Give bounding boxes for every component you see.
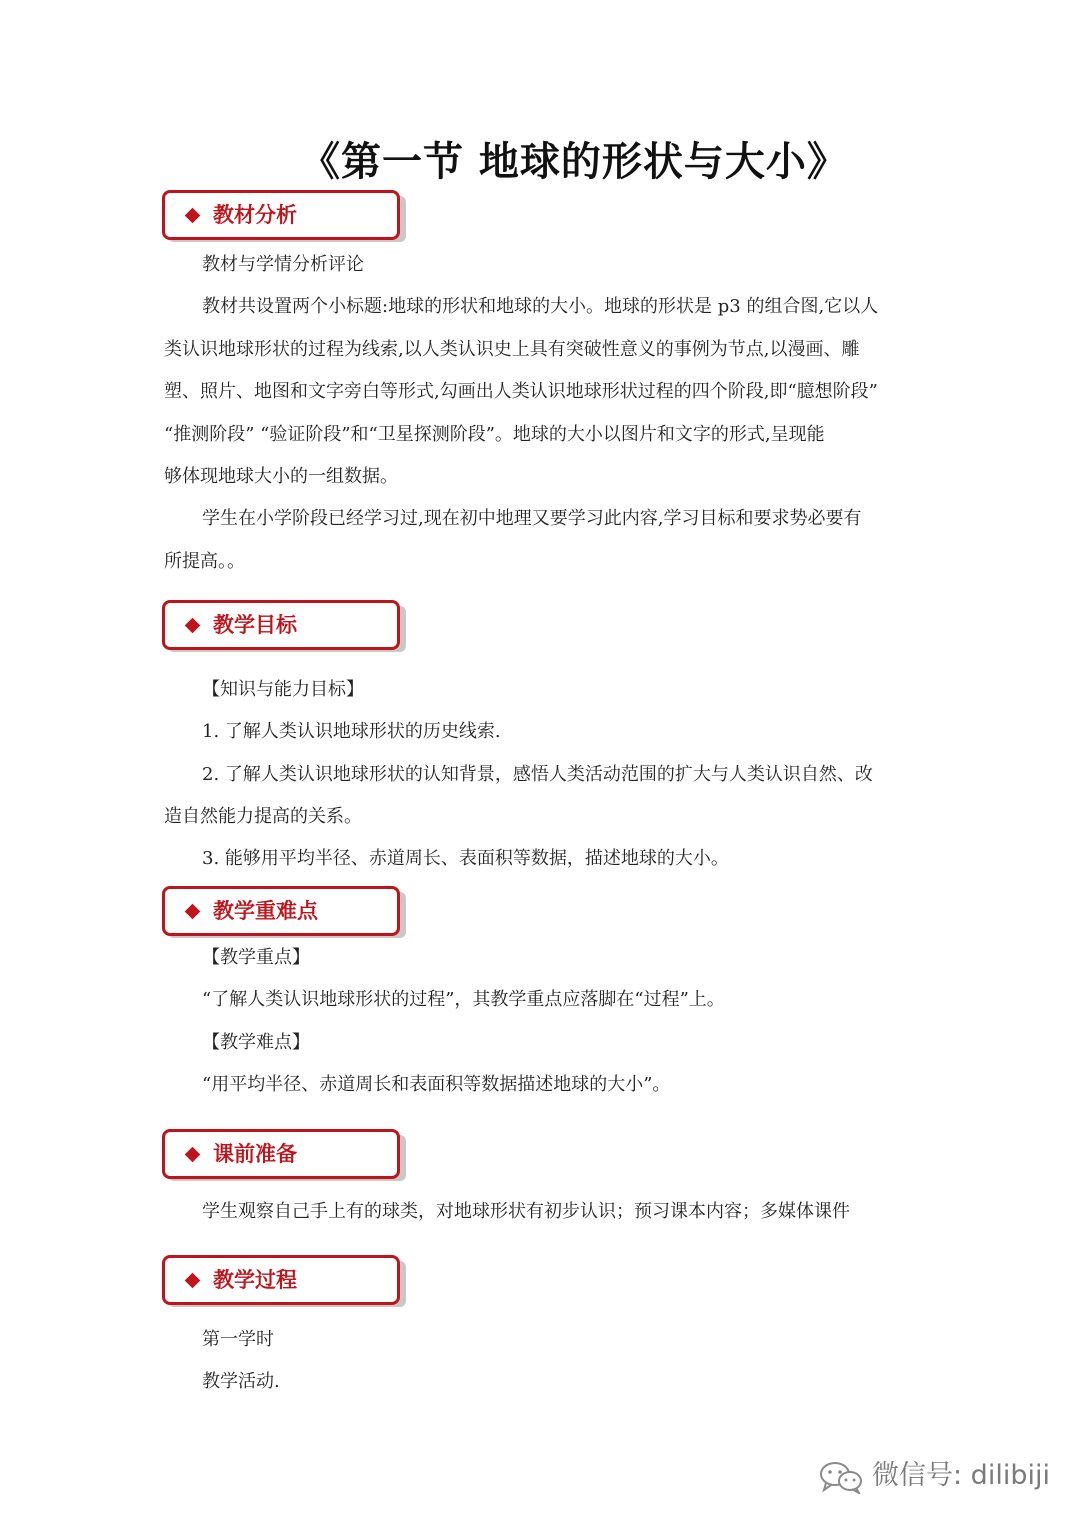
header-box: [162, 190, 400, 240]
header-box: [162, 1255, 400, 1305]
paragraph-line: 塑、照片、地图和文字旁白等形式,勾画出人类认识地球形状过程的四个阶段,即“臆想阶段”: [164, 381, 878, 402]
process-line-1: 第一学时: [202, 1329, 274, 1350]
section-title: 教学过程: [213, 1268, 297, 1292]
goal-item-1: 1. 了解人类认识地球形状的历史线索.: [202, 721, 501, 742]
section-title: 教材分析: [213, 203, 297, 227]
header-box: [162, 1129, 400, 1179]
diamond-bullet-icon: [185, 618, 201, 634]
diamond-bullet-icon: [185, 1147, 201, 1163]
process-line-2: 教学活动.: [202, 1371, 280, 1392]
paragraph-line: 学生在小学阶段已经学习过,现在初中地理又要学习此内容,学习目标和要求势必要有: [202, 508, 862, 529]
header-box: [162, 886, 400, 936]
section-header-goals: [162, 600, 400, 650]
analysis-subheading: 教材与学情分析评论: [202, 254, 364, 275]
paragraph-line: 够体现地球大小的一组数据。: [164, 466, 398, 487]
wechat-icon: [818, 1460, 864, 1494]
goals-subheading: 【知识与能力目标】: [202, 679, 364, 700]
paragraph-line: 所提高。。: [164, 551, 245, 572]
difficulty-text: “用平均半径、赤道周长和表面积等数据描述地球的大小”。: [202, 1074, 671, 1095]
section-title: 教学重难点: [213, 899, 318, 923]
section-header-analysis: [162, 190, 400, 240]
goal-item-2-continued: 造自然能力提高的关系。: [164, 806, 362, 827]
goal-item-3: 3. 能够用平均半径、赤道周长、表面积等数据，描述地球的大小。: [202, 848, 729, 869]
difficulty-label: 【教学难点】: [202, 1032, 310, 1053]
preparation-text: 学生观察自己手上有的球类，对地球形状有初步认识；预习课本内容；多媒体课件: [202, 1201, 850, 1222]
section-header-preparation: [162, 1129, 400, 1179]
section-header-key-points: [162, 886, 400, 936]
watermark-text: 微信号: dilibiji: [872, 1460, 1050, 1491]
diamond-bullet-icon: [185, 1273, 201, 1289]
diamond-bullet-icon: [185, 208, 201, 224]
focus-text: “了解人类认识地球形状的过程”，其教学重点应落脚在“过程”上。: [202, 989, 725, 1010]
paragraph-line: 教材共设置两个小标题:地球的形状和地球的大小。地球的形状是 p3 的组合图,它以人: [202, 296, 879, 317]
paragraph-line: 类认识地球形状的过程为线索,以人类认识史上具有突破性意义的事例为节点,以漫画、雕: [164, 339, 860, 360]
diamond-bullet-icon: [185, 904, 201, 920]
goal-item-2: 2. 了解人类认识地球形状的认知背景，感悟人类活动范围的扩大与人类认识自然、改: [202, 764, 873, 785]
header-box: [162, 600, 400, 650]
document-title: 《第一节 地球的形状与大小》: [300, 138, 848, 185]
focus-label: 【教学重点】: [202, 947, 310, 968]
wechat-watermark: [818, 1454, 1050, 1498]
paragraph-line: “推测阶段” “验证阶段”和“卫星探测阶段”。地球的大小以图片和文字的形式,呈现能: [164, 424, 825, 445]
section-header-process: [162, 1255, 400, 1305]
section-title: 课前准备: [213, 1142, 297, 1166]
section-title: 教学目标: [213, 613, 297, 637]
